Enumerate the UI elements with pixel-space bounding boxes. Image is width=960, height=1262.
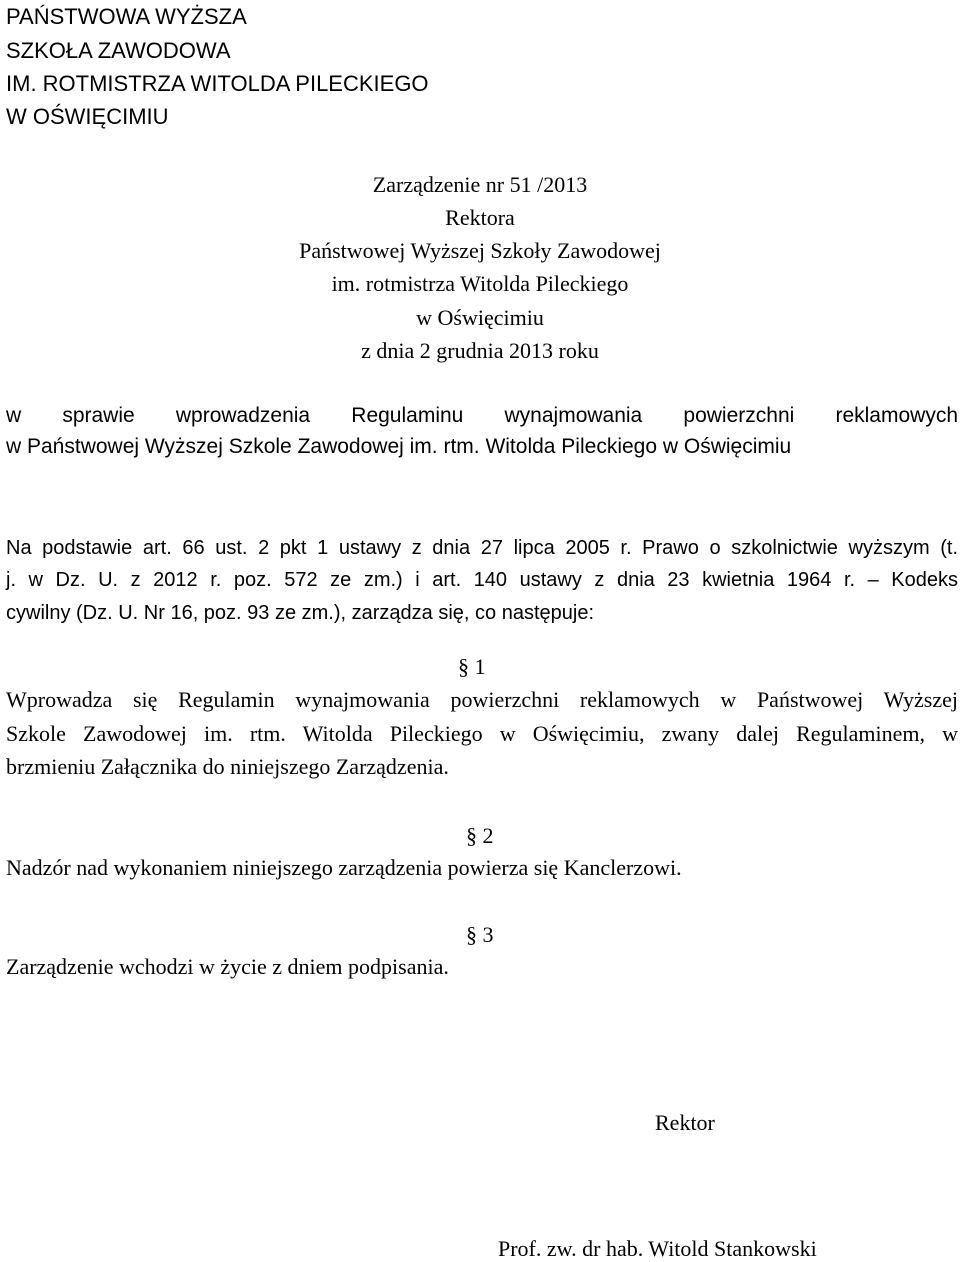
title-rektor: Rektora xyxy=(445,205,515,230)
signature-role: Rektor xyxy=(655,1110,715,1135)
section-1-heading: § 1 xyxy=(458,654,486,679)
section-1-line-2: Szkole Zawodowej im. rtm. Witolda Pileckiego w Oświęcimiu, zwany dalej Regulaminem, w xyxy=(6,721,958,746)
title-university: Państwowej Wyższej Szkoły Zawodowej xyxy=(299,238,661,263)
institution-name-line-1: PAŃSTWOWA WYŻSZA xyxy=(6,4,247,29)
preamble-line-3: cywilny (Dz. U. Nr 16, poz. 93 ze zm.), zarządza się, co następuje: xyxy=(6,602,594,624)
institution-name-line-3: IM. ROTMISTRZA WITOLDA PILECKIEGO xyxy=(6,71,429,96)
title-patron: im. rotmistrza Witolda Pileckiego xyxy=(331,271,629,296)
title-date: z dnia 2 grudnia 2013 roku xyxy=(361,338,599,363)
section-1-line-1: Wprowadza się Regulamin wynajmowania powierzchni reklamowych w Państwowej Wyższej xyxy=(6,687,958,712)
section-2-line-1: Nadzór nad wykonaniem niniejszego zarządzenia powierza się Kanclerzowi. xyxy=(6,855,682,880)
signature-name: Prof. zw. dr hab. Witold Stankowski xyxy=(498,1236,817,1261)
preamble-line-2: j. w Dz. U. z 2012 r. poz. 572 ze zm.) i art. 140 ustawy z dnia 23 kwietnia 1964 r. – Kodeks xyxy=(6,569,958,591)
subject-line-1: w sprawie wprowadzenia Regulaminu wynajmowania powierzchni reklamowych xyxy=(6,404,958,427)
section-1-line-3: brzmieniu Załącznika do niniejszego Zarządzenia. xyxy=(6,754,449,779)
section-2-heading: § 2 xyxy=(466,823,494,848)
institution-name-line-4: W OŚWIĘCIMIU xyxy=(6,104,169,129)
subject-line-2: w Państwowej Wyższej Szkole Zawodowej im. rtm. Witolda Pileckiego w Oświęcimiu xyxy=(6,435,792,458)
preamble-line-1: Na podstawie art. 66 ust. 2 pkt 1 ustawy z dnia 27 lipca 2005 r. Prawo o szkolnictwie wyższym (t. xyxy=(6,537,958,559)
section-3-heading: § 3 xyxy=(466,922,494,947)
institution-name-line-2: SZKOŁA ZAWODOWA xyxy=(6,38,231,63)
title-city: w Oświęcimiu xyxy=(416,305,544,330)
order-number-title: Zarządzenie nr 51 /2013 xyxy=(372,172,588,197)
section-3-line-1: Zarządzenie wchodzi w życie z dniem podpisania. xyxy=(6,954,449,979)
